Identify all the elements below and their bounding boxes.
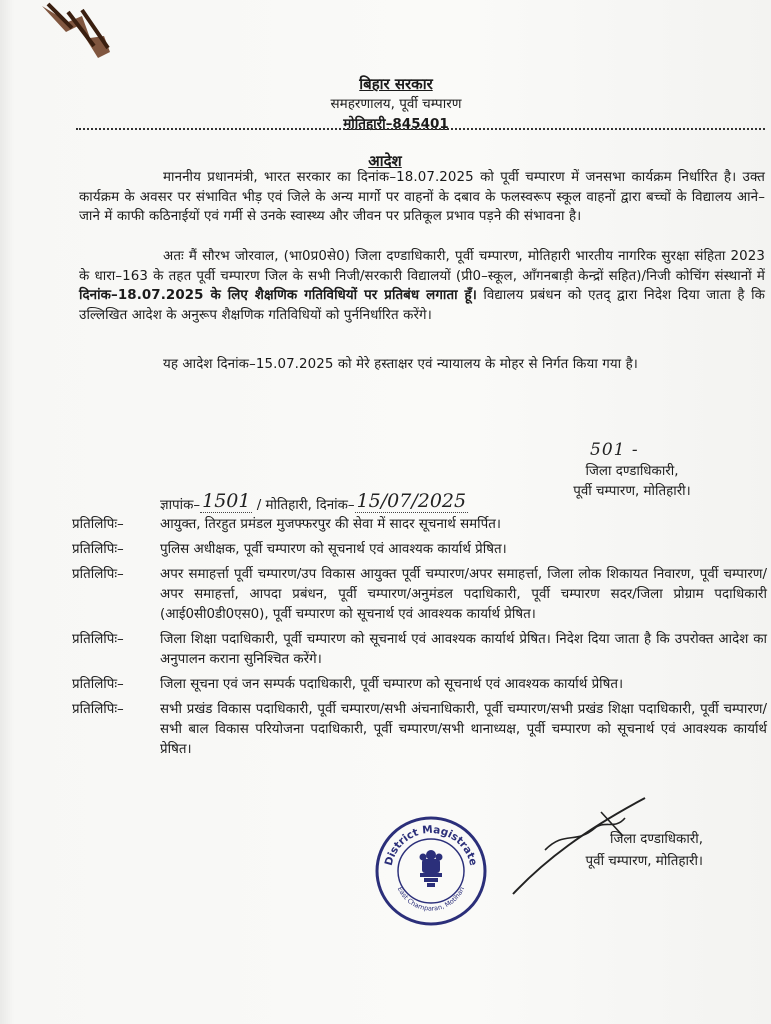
copy-label: प्रतिलिपिः– [72, 517, 124, 532]
memo-line [160, 492, 468, 515]
memo-label: ज्ञापांक– [160, 498, 201, 513]
signature-block-2 [533, 829, 703, 873]
seal-top-text: District Magistrate [382, 823, 480, 867]
copy-label: प्रतिलिपिः– [72, 702, 124, 717]
signature-1-designation: जिला दण्डाधिकारी, [585, 464, 679, 479]
copy-text: सभी प्रखंड विकास पदाधिकारी, पूर्वी चम्पारण/सभी अंचनाधिकारी, पूर्वी चम्पारण/सभी प्रखंड शिक्षा पदाधिकारी, पूर्वी चम्पारण/सभी बाल विकास परियोजना पदाधिकारी, पूर्वी चम्पारण/सभी थानाध्यक्ष, पूर्वी चम्पारण को सूचनार्थ एवं आवश्यक कार्यार्थ प्रेषित। [160, 702, 767, 757]
letterhead [200, 74, 592, 134]
order-paragraph-1: माननीय प्रधानमंत्री, भारत सरकार का दिनांक–18.07.2025 को पूर्वी चम्पारण में जनसभा कार्यक्रम निर्धारित है। उक्त कार्यक्रम के अवसर पर संभावित भीड़ एवं जिले के अन्य मार्गो पर वाहनों के दबाव के फलस्वरूप स्कूल वाहनों द्वारा बच्चों के विद्यालय आने–जाने में काफी कठिनाईयों एवं गर्मी से उनके स्वास्थ्य और जीवन पर प्रतिकूल प्रभाव पड़ने की संभावना है। [79, 170, 765, 224]
government-name: बिहार सरकार [359, 75, 433, 93]
handwritten-number: 501 - [590, 440, 639, 460]
copy-row [72, 630, 767, 670]
order-paragraph-2-end: विद्यालय प्रबंधन को एतद् द्वारा निदेश दिया जाता है कि उल्लिखित आदेश के अनुरूप शैक्षणिक गतिविधियों को पुर्ननिर्धारित करेंगे। [79, 288, 765, 323]
order-paragraph-2-bold: दिनांक–18.07.2025 के लिए शैक्षणिक गतिविधियों पर प्रतिबंध लगाता हूँ। [79, 288, 477, 303]
copy-text: जिला सूचना एवं जन सम्पर्क पदाधिकारी, पूर्वी चम्पारण को सूचनार्थ एवं आवश्यक कार्यार्थ प्रेषित। [160, 677, 624, 692]
copy-label: प्रतिलिपिः– [72, 567, 124, 582]
order-paragraph-2 [79, 247, 765, 325]
copy-text: पुलिस अधीक्षक, पूर्वी चम्पारण को सूचनार्थ एवं आवश्यक कार्यार्थ प्रेषित। [160, 542, 507, 557]
copy-label: प्रतिलिपिः– [72, 677, 124, 692]
copy-list [72, 515, 767, 765]
copy-text: आयुक्त, तिरहुत प्रमंडल मुजफ्फरपुर की सेवा में सादर सूचनार्थ समर्पित। [160, 517, 501, 532]
copy-label: प्रतिलिपिः– [72, 632, 124, 647]
order-paragraph-2-start: अतः मैं सौरभ जोरवाल, (भा0प्र0से0) जिला दण्डाधिकारी, पूर्वी चम्पारण, मोतिहारी भारतीय नागरिक सुरक्षा संहिता 2023 के धारा–163 के तहत पूर्वी चम्पारण जिल के सभी निजी/सरकारी विद्यालयों (प्री0–स्कूल, आँगनबाड़ी केन्द्रों सहित)/निजी कोचिंग संस्थानों में [79, 249, 765, 284]
office-city: मोतिहारी–845401 [343, 116, 449, 132]
header-divider [76, 128, 765, 130]
copy-row [72, 700, 767, 760]
corner-ink-mark-icon [38, 2, 118, 68]
signature-1-place: पूर्वी चम्पारण, मोतिहारी। [573, 484, 691, 499]
memo-date: 15/07/2025 [356, 490, 467, 512]
copy-text: अपर समाहर्त्ता पूर्वी चम्पारण/उप विकास आयुक्त पूर्वी चम्पारण/अपर समाहर्त्ता, जिला लोक शिकायत निवारण, पूर्वी चम्पारण/अपर समाहर्त्ता, आपदा प्रबंधन, पूर्वी चम्पारण/अनुमंडल पदाधिकारी, पूर्वी चम्पारण सदर/जिला प्रोग्राम पदाधिकारी (आई0सी0डी0एस0), पूर्वी चम्पारण को सूचनार्थ एवं आवश्यक कार्यार्थ प्रेषित। [160, 567, 767, 622]
copy-row [72, 675, 767, 695]
district-magistrate-seal-icon [374, 815, 488, 927]
copy-text: जिला शिक्षा पदाधिकारी, पूर्वी चम्पारण को सूचनार्थ एवं आवश्यक कार्यार्थ प्रेषित। निदेश दिया जाता है कि उपरोक्त आदेश का अनुपालन कराना सुनिश्चित करेंगे। [160, 632, 767, 667]
office-name: समहरणालय, पूर्वी चम्पारण [330, 96, 462, 112]
copy-label: प्रतिलिपिः– [72, 542, 124, 557]
signature-2-place: पूर्वी चम्पारण, मोतिहारी। [585, 854, 703, 869]
memo-number: 1501 [202, 490, 251, 512]
signature-block-1 [540, 462, 724, 502]
seal-bottom-text: East Champaran, Motihari [395, 885, 467, 913]
copy-row [72, 565, 767, 625]
svg-text:East Champaran, Motihari [396, 886, 467, 913]
copy-row [72, 540, 767, 560]
memo-separator: / मोतिहारी, दिनांक– [256, 498, 355, 513]
order-paragraph-3: यह आदेश दिनांक–15.07.2025 को मेरे हस्ताक्षर एवं न्यायालय के मोहर से निर्गत किया गया है। [163, 357, 638, 372]
order-title: आदेश [368, 152, 402, 170]
signature-2-designation: जिला दण्डाधिकारी, [610, 832, 703, 847]
copy-row [72, 515, 767, 535]
